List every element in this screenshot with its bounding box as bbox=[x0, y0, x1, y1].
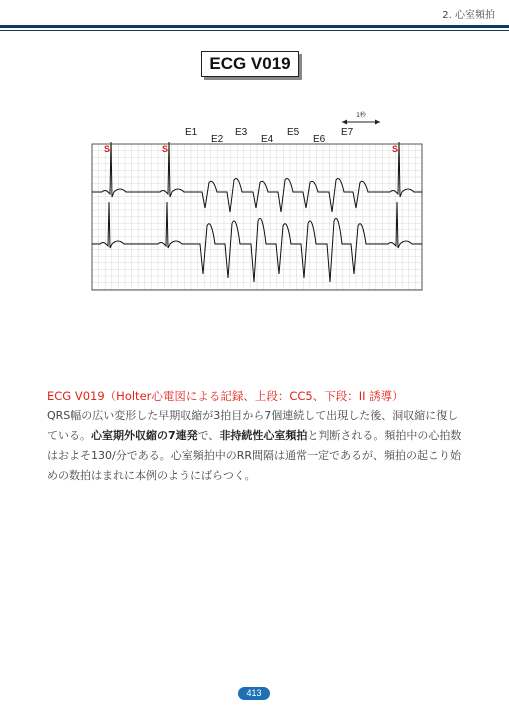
sinus-label-3: S bbox=[392, 144, 399, 154]
caption-emphasis-2: 非持続性心室頻拍 bbox=[219, 429, 308, 442]
header-rule bbox=[0, 25, 509, 28]
caption-text-2: で、 bbox=[197, 429, 220, 442]
event-label-e6: E6 bbox=[313, 134, 326, 145]
ecg-id-box bbox=[201, 51, 299, 77]
ecg-caption-title: ECG V019（Holter心電図による記録、上段：CC5、下段：II 誘導） bbox=[47, 389, 404, 403]
event-label-e7: E7 bbox=[341, 127, 354, 138]
time-scale bbox=[342, 111, 380, 125]
ecg-figure bbox=[80, 106, 430, 296]
sinus-label-1: S bbox=[104, 144, 111, 154]
ecg-caption-body bbox=[47, 406, 467, 486]
caption-text-1: QRS幅の広い変形した早期収縮が3拍目から7個連続して出現した後、洞収縮に復している。 bbox=[47, 409, 459, 442]
page-header bbox=[0, 0, 509, 25]
ecg-grid bbox=[92, 144, 422, 290]
event-label-e5: E5 bbox=[287, 127, 300, 138]
caption-emphasis-1: 心室期外収縮の7連発 bbox=[91, 429, 198, 442]
chapter-title: 2. 心室頻拍 bbox=[442, 10, 495, 21]
ecg-id-label: ECG V019 bbox=[209, 54, 291, 73]
caption-text-3: と判断される。頻拍中の心拍数はおよそ130/分である。心室頻拍中のRR間隔は通常一定であるが、頻拍の起こり始めの数拍はまれに本例のようにばらつく。 bbox=[47, 429, 462, 482]
header-rule-thin bbox=[0, 30, 509, 31]
event-label-e1: E1 bbox=[185, 127, 198, 138]
event-label-e3: E3 bbox=[235, 127, 248, 138]
sinus-label-2: S bbox=[162, 144, 169, 154]
page-number: 413 bbox=[238, 687, 270, 700]
event-label-e2: E2 bbox=[211, 134, 224, 145]
time-scale-label: 1秒 bbox=[356, 112, 366, 119]
event-label-e4: E4 bbox=[261, 134, 274, 145]
